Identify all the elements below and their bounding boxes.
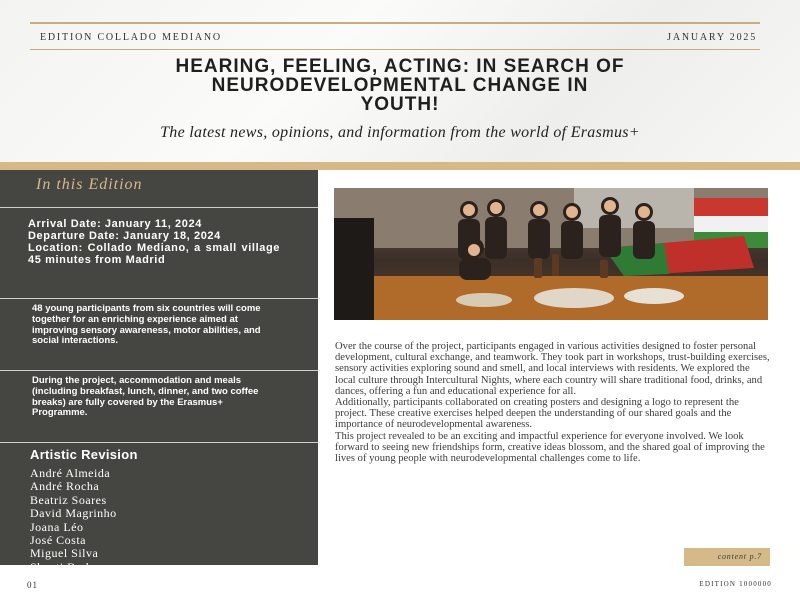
top-rule <box>30 22 760 24</box>
sidebar-divider <box>0 370 318 371</box>
list-item: David Magrinho <box>30 506 117 521</box>
list-item: André Almeida <box>30 466 111 480</box>
footer-edition: EDITION 1000000 <box>699 580 772 588</box>
edition-label: EDITION COLLADO MEDIANO <box>40 32 222 43</box>
content-page-tag: content p.7 <box>684 548 770 566</box>
gold-divider-band <box>0 162 800 170</box>
headline-line: YOUTH! <box>360 94 440 115</box>
list-item: André Rocha <box>30 479 100 494</box>
issue-date: JANUARY 2025 <box>667 32 757 43</box>
headline <box>40 57 760 114</box>
list-item: José Costa <box>30 533 86 548</box>
page-number: 01 <box>27 580 38 590</box>
group-photo <box>334 188 768 320</box>
sidebar-title: In this Edition <box>36 176 143 193</box>
masthead <box>0 0 800 162</box>
arrival-date: Arrival Date: January 11, 2024 <box>28 218 202 230</box>
article-body <box>335 341 771 464</box>
list-item: Beatriz Soares <box>30 492 107 507</box>
article-paragraph: This project revealed to be an exciting and impactful experience for everyone involved. We look forward to seeing new friendships form, creative ideas blossom, and the shared goal of improving the lives of young people with neurodevelopmental challenges come to life. <box>335 430 765 465</box>
list-item: Shanti Barbosa <box>30 559 110 574</box>
list-item: Miguel Silva <box>30 546 99 561</box>
article-paragraph: Over the course of the project, participants engaged in various activities designed to foster personal development, cultural exchange, and teamwork. They took part in workshops, trust-building exercises, sensory activities exploring sound and smell, and local interviews with residents. We explored the local culture through Intercultural Nights, where each country will share traditional food, drinks, and dances, offering a fun and educational experience for all. <box>335 341 770 397</box>
headline-line: HEARING, FEELING, ACTING: IN SEARCH OF <box>175 56 625 77</box>
event-details <box>28 218 280 266</box>
location: Location: Collado Mediano, a small village 45 minutes from Madrid <box>28 242 280 266</box>
sidebar-divider <box>0 298 318 299</box>
tagline: The latest news, opinions, and information from the world of Erasmus+ <box>160 124 640 141</box>
coverage-text: During the project, accommodation and meals (including breakfast, lunch, dinner, and two coffee breaks) are fully covered by the Erasmus+ Programme. <box>32 375 259 419</box>
departure-date: Departure Date: January 18, 2024 <box>28 230 221 242</box>
artistic-revision-list <box>30 467 117 574</box>
list-item: Joana Léo <box>30 519 84 534</box>
artistic-revision-title: Artistic Revision <box>30 447 138 462</box>
group-photo-illustration <box>334 188 768 320</box>
sidebar <box>0 170 318 574</box>
sidebar-divider <box>0 442 318 443</box>
header-rule <box>30 49 760 50</box>
sidebar-divider <box>0 207 318 208</box>
article-paragraph: Additionally, participants collaborated on creating posters and designing a logo to represent the project. These creative exercises helped deepen the understanding of our shared goals and the importance of neurodevelopmental awareness. <box>335 397 739 431</box>
participants-text: 48 young participants from six countries will come together for an enriching experience aimed at improving sensory awareness, motor abilities, and social interactions. <box>32 303 261 347</box>
headline-line: NEURODEVELOPMENTAL CHANGE IN <box>211 75 589 96</box>
